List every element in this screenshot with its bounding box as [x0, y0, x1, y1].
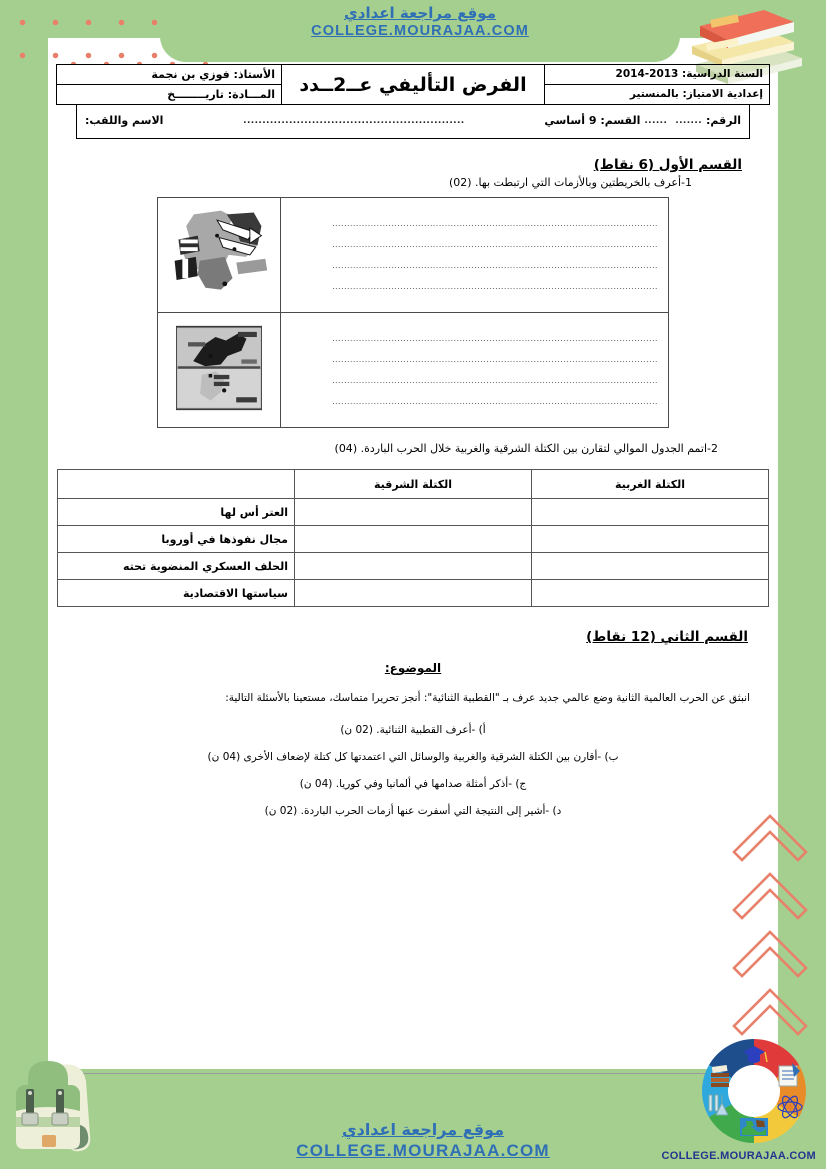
row-label: الحلف العسكري المنضوية تحته — [58, 553, 295, 580]
essay-intro: انبثق عن الحرب العالمية الثانية وضع عالمي جديد عرف بـ "القطبية الثنائية": أنجز تحريرا متماسك، مستعينا بالأسئلة التالية: — [225, 692, 750, 705]
subject-text: المـــادة: تاريــــــــخ — [167, 88, 275, 102]
logo-caption: COLLEGE.MOURAJAA.COM — [661, 1150, 816, 1162]
student-name-blank[interactable]: .......................................................... — [243, 115, 465, 126]
col-header-east: الكتلة الشرقية — [295, 470, 532, 499]
school-cell — [545, 85, 770, 105]
comparison-table — [57, 469, 769, 607]
col-header-west: الكتلة الغربية — [532, 470, 769, 499]
student-name-label: الاسم واللقب: — [85, 114, 164, 128]
site-banner-arabic: موقع مراجعة اعدادي — [344, 4, 496, 22]
answer-lines-cell-2[interactable] — [281, 313, 669, 428]
maps-answer-table — [157, 197, 669, 428]
answer-line: .............................................................................................................. — [332, 397, 658, 406]
answer-lines-cell-1[interactable] — [281, 198, 669, 313]
school-text: إعدادية الامتياز: بالمنستير — [629, 87, 763, 100]
sub-question-a: أ) -أعرف القطبية الثنائية. (02 ن) — [340, 724, 486, 737]
footer-branding — [248, 1120, 598, 1161]
exam-title-cell — [282, 65, 545, 105]
sub-question-d: د) -أشير إلى النتيجة التي أسفرت عنها أزمات الحرب الباردة. (02 ن) — [264, 805, 562, 818]
school-year-cell — [545, 65, 770, 85]
answer-line: .............................................................................................................. — [332, 261, 658, 271]
table-row — [158, 313, 669, 428]
answer-line: .............................................................................................................. — [332, 334, 658, 344]
row-label: العتر أس لها — [58, 499, 295, 526]
cell-west[interactable] — [532, 580, 769, 607]
exam-title-text: الفرض التأليفي عــ2ــدد — [299, 73, 527, 96]
school-year-text: السنة الدراسية: 2013-2014 — [615, 67, 763, 80]
section1-question1: 1-أعرف بالخريطتين وبالأزمات التي ارتبطت بها. (02) — [448, 176, 692, 190]
site-banner-url: COLLEGE.MOURAJAA.COM — [311, 23, 529, 39]
cell-east[interactable] — [295, 499, 532, 526]
map-korea-division — [158, 313, 281, 428]
table-row — [58, 499, 769, 526]
student-number-blank[interactable]: ....... — [675, 115, 703, 126]
cell-west[interactable] — [532, 499, 769, 526]
cell-east[interactable] — [295, 553, 532, 580]
student-number-label: الرقم: — [706, 114, 741, 128]
cell-west[interactable] — [532, 526, 769, 553]
table-row — [58, 580, 769, 607]
teacher-cell — [57, 65, 282, 85]
answer-line: .............................................................................................................. — [332, 376, 658, 386]
cell-west[interactable] — [532, 553, 769, 580]
map-korea-image — [176, 321, 262, 415]
section2-heading: القسم الثاني (12 نقاط) — [586, 629, 748, 646]
footer-arabic: موقع مراجعة اعدادي — [341, 1120, 505, 1139]
section1-heading: القسم الأول (6 نقاط) — [593, 157, 742, 174]
row-label: سياستها الاقتصادية — [58, 580, 295, 607]
row-label: مجال نفوذها في أوروبا — [58, 526, 295, 553]
section1-question2: 2-اتمم الجدول الموالي لتقارن بين الكتلة الشرقية والغربية خلال الحرب الباردة. (04) — [334, 442, 718, 456]
student-class-blank[interactable]: ...... — [644, 115, 668, 126]
subject-cell — [57, 85, 282, 105]
cell-east[interactable] — [295, 580, 532, 607]
answer-line: .............................................................................................................. — [332, 282, 658, 291]
answer-line: .............................................................................................................. — [332, 219, 658, 229]
sub-question-c: ج) -أذكر أمثلة صدامها في ألمانيا وفي كوريا. (04 ن) — [299, 778, 527, 791]
cell-east[interactable] — [295, 526, 532, 553]
col-header-blank — [58, 470, 295, 499]
answer-line: .............................................................................................................. — [332, 240, 658, 250]
exam-header-table — [56, 64, 770, 105]
table-row — [58, 553, 769, 580]
footer-tab-shape — [274, 1083, 568, 1113]
student-class-label: القسم: 9 أساسي — [544, 114, 641, 128]
teacher-text: الأستاذ: فوزي بن نجمة — [151, 68, 275, 81]
map-germany-image — [165, 206, 273, 300]
exam-document — [48, 38, 778, 1074]
table-row — [158, 198, 669, 313]
subject-label: الموضوع: — [384, 661, 442, 676]
footer-url: COLLEGE.MOURAJAA.COM — [296, 1141, 550, 1160]
answer-line: .............................................................................................................. — [332, 355, 658, 365]
sub-question-b: ب) -أقارن بين الكتلة الشرقية والغربية والوسائل التي اعتمدتها كل كتلة لإضعاف الأخرى (04 ن) — [207, 751, 619, 764]
map-germany-berlin-crisis — [158, 198, 281, 313]
table-header-row — [58, 470, 769, 499]
table-row — [58, 526, 769, 553]
student-info-row — [76, 105, 750, 139]
